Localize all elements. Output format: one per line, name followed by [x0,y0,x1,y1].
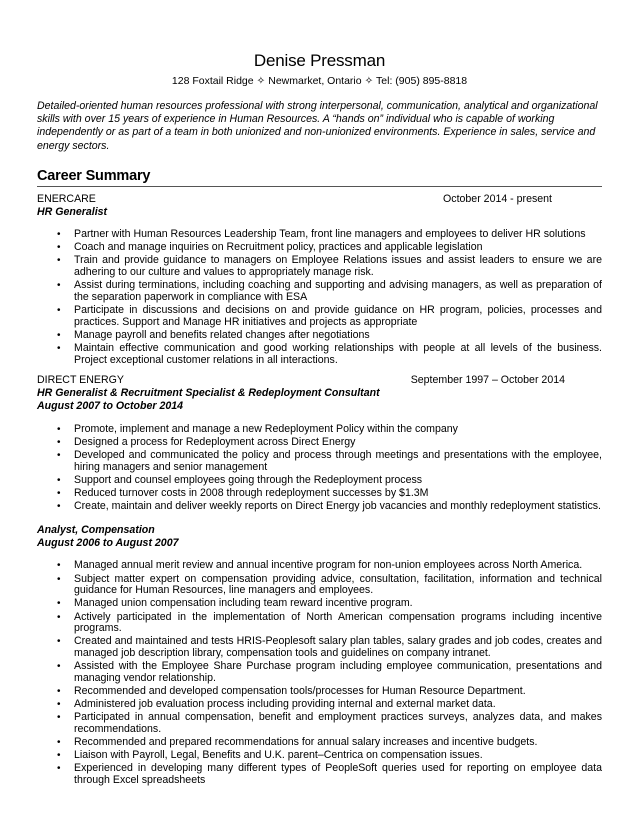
job-title: Analyst, Compensation [37,524,155,537]
candidate-name: Denise Pressman [253,51,386,70]
list-item: • Create, maintain and deliver weekly reports on Direct Energy job vacancies and monthly redeployment statistics. [37,501,602,513]
contact-line: 128 Foxtail Ridge ✧ Newmarket, Ontario ✧ Tel: (905) 895-8818 [171,75,468,87]
company-name: DIRECT ENERGY [37,374,124,387]
job-title: HR Generalist & Recruitment Specialist & Redeployment Consultant [37,387,380,400]
profile-summary: Detailed-oriented human resources professional with strong interpersonal, communication, analytical and organizational skills with over 15 years of experience in Human Resources. A “hands on” individual who is capable of working independently or as part of a team in both unionized and non-unionized environments. Experience in sales, service and energy sectors. [37,100,598,152]
employment-dates: October 2014 - present [443,192,552,205]
company-name: ENERCARE [37,192,96,205]
list-item: • Subject matter expert on compensation providing advice, consultation, facilitation, information and technical guidance for Human Resources, line managers and employees. [37,574,602,598]
job-header-enercare [37,193,602,206]
list-item: • Assisted with the Employee Share Purchase program including employee communication, presentations and managing vendor relationship. [37,661,602,685]
list-item: • Reduced turnover costs in 2008 through redeployment successes by $1.3M [37,488,602,500]
list-item: • Coach and manage inquiries on Recruitment policy, practices and applicable legislation [37,242,602,254]
list-item: • Train and provide guidance to managers on Employee Relations issues and assist leaders to ensure we are adhering to our culture and values to appropriately manage risk. [37,255,602,279]
list-item: • Created and maintained and tests HRIS-Peoplesoft salary plan tables, salary grades and job codes, creates and managed job description library, compensation tools and guidelines on company intranet. [37,636,602,660]
role-dates: August 2006 to August 2007 [37,537,179,550]
list-item: • Liaison with Payroll, Legal, Benefits and U.K. parent–Centrica on compensation issues. [37,750,602,762]
list-item: • Managed union compensation including team reward incentive program. [37,598,602,610]
list-item: • Managed annual merit review and annual incentive program for non-union employees across North America. [37,560,602,572]
list-item: • Actively participated in the implementation of North American compensation programs including incentive programs. [37,612,602,636]
list-item: • Participated in annual compensation, benefit and employment practices surveys, analyzes data, and makes recommendations. [37,712,602,736]
direct-energy-duties-list [37,424,602,513]
list-item: • Developed and communicated the policy and process through meetings and presentations with the employee, hiring managers and senior management [37,450,602,474]
enercare-duties-list [37,229,602,367]
list-item: • Experienced in developing many different types of PeopleSoft queries used for reporting on employee data through Excel spreadsheets [37,763,602,787]
analyst-duties-list [37,560,602,787]
list-item: • Designed a process for Redeployment across Direct Energy [37,437,602,449]
list-item: • Maintain effective communication and good working relationships with people at all levels of the business. Project exceptional customer relations in all interactions. [37,343,602,367]
list-item: • Recommended and developed compensation tools/processes for Human Resource Department. [37,686,602,698]
list-item: • Recommended and prepared recommendations for annual salary increases and incentive budgets. [37,737,602,749]
role-dates: August 2007 to October 2014 [37,400,184,413]
list-item: • Administered job evaluation process including providing internal and external market data. [37,699,602,711]
section-title-career-summary: Career Summary [37,168,602,187]
list-item: • Partner with Human Resources Leadership Team, front line managers and employees to deliver HR solutions [37,229,602,241]
list-item: • Promote, implement and manage a new Redeployment Policy within the company [37,424,602,436]
list-item: • Participate in discussions and decisions on and provide guidance on HR program, policies, processes and practices. Support and Manage HR initiatives and projects as appropriate [37,305,602,329]
employment-dates: September 1997 – October 2014 [410,374,565,387]
job-header-direct-energy [37,374,602,387]
job-title: HR Generalist [37,206,108,219]
list-item: • Manage payroll and benefits related changes after negotiations [37,330,602,342]
list-item: • Assist during terminations, including coaching and supporting and advising managers, as well as preparation of the separation paperwork in compliance with ESA [37,280,602,304]
list-item: • Support and counsel employees going through the Redeployment process [37,475,602,487]
